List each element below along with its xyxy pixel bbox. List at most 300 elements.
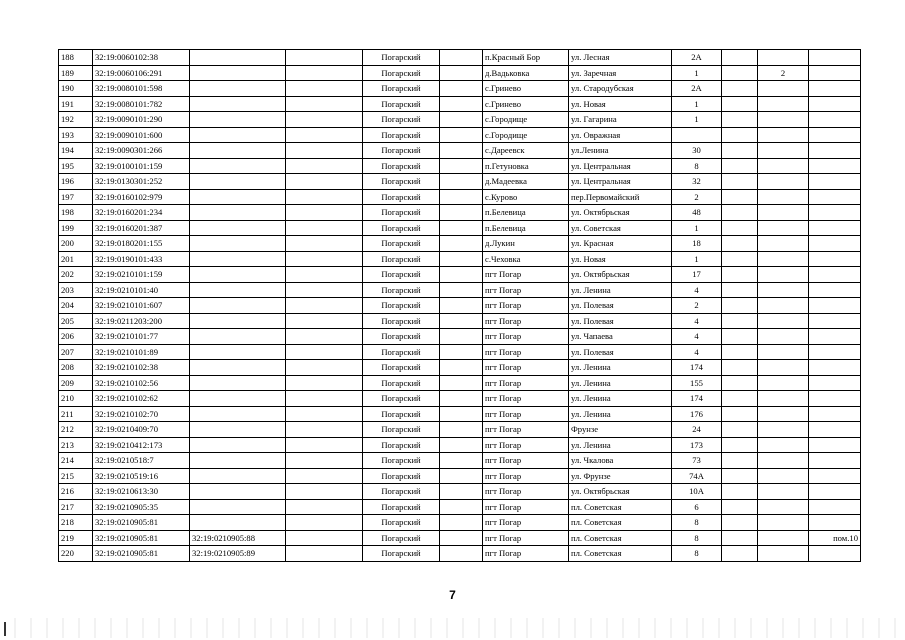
table-row (59, 453, 861, 469)
extra-column (286, 515, 363, 531)
street-name: ул. Ленина (569, 437, 672, 453)
cadastral-number: 32:19:0210905:81 (93, 515, 190, 531)
district-name: Погарский (363, 437, 440, 453)
premises-number (809, 453, 861, 469)
blank-column (440, 437, 483, 453)
row-number: 211 (59, 406, 93, 422)
blank-column (440, 313, 483, 329)
street-name: ул. Ленина (569, 360, 672, 376)
extra-column (286, 406, 363, 422)
blank-column (440, 406, 483, 422)
row-number: 188 (59, 50, 93, 66)
row-number: 197 (59, 189, 93, 205)
table-row (59, 174, 861, 190)
house-number: 8 (672, 515, 722, 531)
house-number: 174 (672, 391, 722, 407)
cadastral-number: 32:19:0210412:173 (93, 437, 190, 453)
building-number (758, 484, 809, 500)
parent-cadastral-number (190, 267, 286, 283)
street-name: Фрунзе (569, 422, 672, 438)
district-name: Погарский (363, 236, 440, 252)
street-name: ул. Полевая (569, 344, 672, 360)
table-row (59, 515, 861, 531)
table-row (59, 220, 861, 236)
settlement-name: пгт Погар (483, 298, 569, 314)
district-name: Погарский (363, 143, 440, 159)
extra-column (286, 236, 363, 252)
street-name: ул. Полевая (569, 298, 672, 314)
premises-number (809, 329, 861, 345)
house-number: 6 (672, 499, 722, 515)
table-row (59, 313, 861, 329)
row-number: 204 (59, 298, 93, 314)
house-number: 4 (672, 313, 722, 329)
district-name: Погарский (363, 96, 440, 112)
house-number: 48 (672, 205, 722, 221)
district-name: Погарский (363, 282, 440, 298)
table-row (59, 391, 861, 407)
street-name: ул.Ленина (569, 143, 672, 159)
parent-cadastral-number (190, 329, 286, 345)
street-name: ул. Центральная (569, 174, 672, 190)
district-name: Погарский (363, 298, 440, 314)
street-name: пл. Советская (569, 546, 672, 562)
table-row (59, 112, 861, 128)
settlement-name: д.Лукин (483, 236, 569, 252)
extra-column (286, 313, 363, 329)
parent-cadastral-number (190, 81, 286, 97)
street-name: пл. Советская (569, 499, 672, 515)
korpus-column (722, 251, 758, 267)
cadastral-number: 32:19:0090301:266 (93, 143, 190, 159)
korpus-column (722, 236, 758, 252)
cadastral-number: 32:19:0210905:35 (93, 499, 190, 515)
house-number: 2А (672, 81, 722, 97)
blank-column (440, 96, 483, 112)
blank-column (440, 391, 483, 407)
house-number: 1 (672, 96, 722, 112)
blank-column (440, 50, 483, 66)
premises-number (809, 112, 861, 128)
building-number (758, 81, 809, 97)
street-name: ул. Ленина (569, 375, 672, 391)
blank-column (440, 189, 483, 205)
cadastral-number: 32:19:0160201:234 (93, 205, 190, 221)
extra-column (286, 50, 363, 66)
extra-column (286, 391, 363, 407)
premises-number (809, 406, 861, 422)
building-number (758, 127, 809, 143)
district-name: Погарский (363, 112, 440, 128)
house-number: 173 (672, 437, 722, 453)
street-name: ул. Овражная (569, 127, 672, 143)
premises-number (809, 499, 861, 515)
building-number (758, 375, 809, 391)
building-number (758, 546, 809, 562)
settlement-name: пгт Погар (483, 313, 569, 329)
row-number: 200 (59, 236, 93, 252)
settlement-name: пгт Погар (483, 360, 569, 376)
district-name: Погарский (363, 422, 440, 438)
extra-column (286, 220, 363, 236)
extra-column (286, 174, 363, 190)
korpus-column (722, 391, 758, 407)
row-number: 203 (59, 282, 93, 298)
parent-cadastral-number (190, 236, 286, 252)
parent-cadastral-number (190, 220, 286, 236)
parent-cadastral-number (190, 158, 286, 174)
cadastral-number: 32:19:0090101:290 (93, 112, 190, 128)
korpus-column (722, 189, 758, 205)
settlement-name: с.Городище (483, 112, 569, 128)
parent-cadastral-number (190, 453, 286, 469)
house-number (672, 127, 722, 143)
korpus-column (722, 468, 758, 484)
house-number: 1 (672, 220, 722, 236)
premises-number (809, 174, 861, 190)
premises-number (809, 81, 861, 97)
premises-number (809, 391, 861, 407)
settlement-name: с.Гринево (483, 96, 569, 112)
cadastral-number: 32:19:0210101:77 (93, 329, 190, 345)
row-number: 191 (59, 96, 93, 112)
blank-column (440, 282, 483, 298)
cadastral-number: 32:19:0190101:433 (93, 251, 190, 267)
row-number: 218 (59, 515, 93, 531)
blank-column (440, 205, 483, 221)
building-number (758, 453, 809, 469)
building-number (758, 313, 809, 329)
house-number: 1 (672, 112, 722, 128)
row-number: 220 (59, 546, 93, 562)
house-number: 4 (672, 344, 722, 360)
row-number: 195 (59, 158, 93, 174)
premises-number (809, 360, 861, 376)
building-number (758, 96, 809, 112)
house-number: 4 (672, 282, 722, 298)
table-row (59, 189, 861, 205)
cadastral-number: 32:19:0080101:782 (93, 96, 190, 112)
settlement-name: пгт Погар (483, 546, 569, 562)
blank-column (440, 484, 483, 500)
house-number: 8 (672, 158, 722, 174)
table-row (59, 127, 861, 143)
building-number (758, 282, 809, 298)
district-name: Погарский (363, 189, 440, 205)
table-row (59, 236, 861, 252)
premises-number (809, 158, 861, 174)
street-name: ул. Лесная (569, 50, 672, 66)
extra-column (286, 375, 363, 391)
settlement-name: с.Городище (483, 127, 569, 143)
table-row (59, 65, 861, 81)
table-row (59, 344, 861, 360)
parent-cadastral-number (190, 205, 286, 221)
premises-number (809, 189, 861, 205)
building-number (758, 391, 809, 407)
street-name: ул. Октябрьская (569, 267, 672, 283)
district-name: Погарский (363, 205, 440, 221)
district-name: Погарский (363, 468, 440, 484)
parent-cadastral-number (190, 96, 286, 112)
settlement-name: п.Гетуновка (483, 158, 569, 174)
row-number: 219 (59, 530, 93, 546)
premises-number (809, 236, 861, 252)
premises-number (809, 205, 861, 221)
korpus-column (722, 422, 758, 438)
street-name: ул. Полевая (569, 313, 672, 329)
street-name: ул. Центральная (569, 158, 672, 174)
parent-cadastral-number: 32:19:0210905:88 (190, 530, 286, 546)
cadastral-number: 32:19:0210519:16 (93, 468, 190, 484)
blank-column (440, 360, 483, 376)
premises-number (809, 143, 861, 159)
district-name: Погарский (363, 391, 440, 407)
extra-column (286, 453, 363, 469)
scan-mark-artifact (4, 622, 6, 636)
row-number: 210 (59, 391, 93, 407)
cadastral-number: 32:19:0060106:291 (93, 65, 190, 81)
settlement-name: пгт Погар (483, 515, 569, 531)
parent-cadastral-number (190, 437, 286, 453)
korpus-column (722, 174, 758, 190)
premises-number (809, 515, 861, 531)
building-number (758, 329, 809, 345)
blank-column (440, 127, 483, 143)
settlement-name: с.Чеховка (483, 251, 569, 267)
cadastral-number: 32:19:0210905:81 (93, 530, 190, 546)
district-name: Погарский (363, 313, 440, 329)
parent-cadastral-number (190, 484, 286, 500)
row-number: 207 (59, 344, 93, 360)
settlement-name: д.Мадеевка (483, 174, 569, 190)
district-name: Погарский (363, 406, 440, 422)
premises-number (809, 251, 861, 267)
korpus-column (722, 453, 758, 469)
blank-column (440, 143, 483, 159)
building-number (758, 236, 809, 252)
korpus-column (722, 50, 758, 66)
street-name: ул. Чкалова (569, 453, 672, 469)
premises-number (809, 375, 861, 391)
extra-column (286, 530, 363, 546)
building-number (758, 112, 809, 128)
parent-cadastral-number (190, 189, 286, 205)
premises-number (809, 282, 861, 298)
korpus-column (722, 437, 758, 453)
district-name: Погарский (363, 267, 440, 283)
house-number: 4 (672, 329, 722, 345)
house-number: 18 (672, 236, 722, 252)
house-number: 2 (672, 298, 722, 314)
district-name: Погарский (363, 127, 440, 143)
settlement-name: пгт Погар (483, 468, 569, 484)
blank-column (440, 267, 483, 283)
korpus-column (722, 375, 758, 391)
table-row (59, 96, 861, 112)
district-name: Погарский (363, 81, 440, 97)
korpus-column (722, 267, 758, 283)
extra-column (286, 344, 363, 360)
korpus-column (722, 484, 758, 500)
street-name: ул. Октябрьская (569, 484, 672, 500)
settlement-name: пгт Погар (483, 499, 569, 515)
building-number (758, 422, 809, 438)
extra-column (286, 81, 363, 97)
row-number: 201 (59, 251, 93, 267)
korpus-column (722, 344, 758, 360)
premises-number (809, 422, 861, 438)
street-name: ул. Новая (569, 96, 672, 112)
settlement-name: пгт Погар (483, 282, 569, 298)
building-number (758, 344, 809, 360)
premises-number (809, 267, 861, 283)
street-name: ул. Ленина (569, 282, 672, 298)
page-number: 7 (449, 588, 456, 602)
premises-number (809, 96, 861, 112)
district-name: Погарский (363, 251, 440, 267)
settlement-name: пгт Погар (483, 453, 569, 469)
extra-column (286, 143, 363, 159)
cadastral-number: 32:19:0210102:56 (93, 375, 190, 391)
premises-number (809, 65, 861, 81)
table-row (59, 143, 861, 159)
building-number: 2 (758, 65, 809, 81)
building-number (758, 251, 809, 267)
street-name: пл. Советская (569, 530, 672, 546)
district-name: Погарский (363, 515, 440, 531)
premises-number (809, 127, 861, 143)
district-name: Погарский (363, 65, 440, 81)
settlement-name: пгт Погар (483, 437, 569, 453)
district-name: Погарский (363, 530, 440, 546)
premises-number (809, 484, 861, 500)
parent-cadastral-number (190, 406, 286, 422)
building-number (758, 515, 809, 531)
table-row (59, 546, 861, 562)
building-number (758, 267, 809, 283)
house-number: 10А (672, 484, 722, 500)
settlement-name: пгт Погар (483, 391, 569, 407)
district-name: Погарский (363, 50, 440, 66)
parent-cadastral-number (190, 174, 286, 190)
blank-column (440, 329, 483, 345)
cadastral-number: 32:19:0210409:70 (93, 422, 190, 438)
korpus-column (722, 158, 758, 174)
cadastral-number: 32:19:0210102:38 (93, 360, 190, 376)
parent-cadastral-number (190, 65, 286, 81)
row-number: 212 (59, 422, 93, 438)
extra-column (286, 112, 363, 128)
table-row (59, 437, 861, 453)
extra-column (286, 267, 363, 283)
house-number: 155 (672, 375, 722, 391)
extra-column (286, 96, 363, 112)
street-name: ул. Чапаева (569, 329, 672, 345)
blank-column (440, 174, 483, 190)
extra-column (286, 298, 363, 314)
parent-cadastral-number (190, 112, 286, 128)
district-name: Погарский (363, 158, 440, 174)
korpus-column (722, 81, 758, 97)
premises-number (809, 298, 861, 314)
building-number (758, 189, 809, 205)
house-number: 8 (672, 546, 722, 562)
house-number: 2А (672, 50, 722, 66)
cadastral-number: 32:19:0080101:598 (93, 81, 190, 97)
extra-column (286, 251, 363, 267)
house-number: 1 (672, 251, 722, 267)
table-row (59, 251, 861, 267)
row-number: 192 (59, 112, 93, 128)
street-name: ул. Стародубская (569, 81, 672, 97)
blank-column (440, 375, 483, 391)
cadastral-number: 32:19:0060102:38 (93, 50, 190, 66)
blank-column (440, 499, 483, 515)
building-number (758, 406, 809, 422)
premises-number (809, 313, 861, 329)
korpus-column (722, 282, 758, 298)
house-number: 17 (672, 267, 722, 283)
settlement-name: пгт Погар (483, 422, 569, 438)
house-number: 2 (672, 189, 722, 205)
settlement-name: пгт Погар (483, 267, 569, 283)
house-number: 176 (672, 406, 722, 422)
district-name: Погарский (363, 174, 440, 190)
settlement-name: пгт Погар (483, 530, 569, 546)
cadastral-number: 32:19:0090101:600 (93, 127, 190, 143)
korpus-column (722, 96, 758, 112)
house-number: 174 (672, 360, 722, 376)
korpus-column (722, 360, 758, 376)
blank-column (440, 515, 483, 531)
street-name: пл. Советская (569, 515, 672, 531)
building-number (758, 174, 809, 190)
table-row (59, 158, 861, 174)
extra-column (286, 205, 363, 221)
district-name: Погарский (363, 220, 440, 236)
house-number: 74А (672, 468, 722, 484)
settlement-name: с.Дареевск (483, 143, 569, 159)
korpus-column (722, 143, 758, 159)
district-name: Погарский (363, 499, 440, 515)
blank-column (440, 468, 483, 484)
building-number (758, 205, 809, 221)
parent-cadastral-number (190, 344, 286, 360)
row-number: 206 (59, 329, 93, 345)
blank-column (440, 81, 483, 97)
extra-column (286, 329, 363, 345)
table-row (59, 50, 861, 66)
building-number (758, 298, 809, 314)
cadastral-number: 32:19:0180201:155 (93, 236, 190, 252)
parent-cadastral-number (190, 298, 286, 314)
settlement-name: д.Вадьковка (483, 65, 569, 81)
cadastral-number: 32:19:0210613:30 (93, 484, 190, 500)
cadastral-number: 32:19:0210102:70 (93, 406, 190, 422)
cadastral-number: 32:19:0100101:159 (93, 158, 190, 174)
district-name: Погарский (363, 329, 440, 345)
street-name: ул. Красная (569, 236, 672, 252)
blank-column (440, 344, 483, 360)
extra-column (286, 65, 363, 81)
settlement-name: пгт Погар (483, 344, 569, 360)
district-name: Погарский (363, 484, 440, 500)
table-row (59, 267, 861, 283)
building-number (758, 437, 809, 453)
street-name: ул. Новая (569, 251, 672, 267)
row-number: 202 (59, 267, 93, 283)
